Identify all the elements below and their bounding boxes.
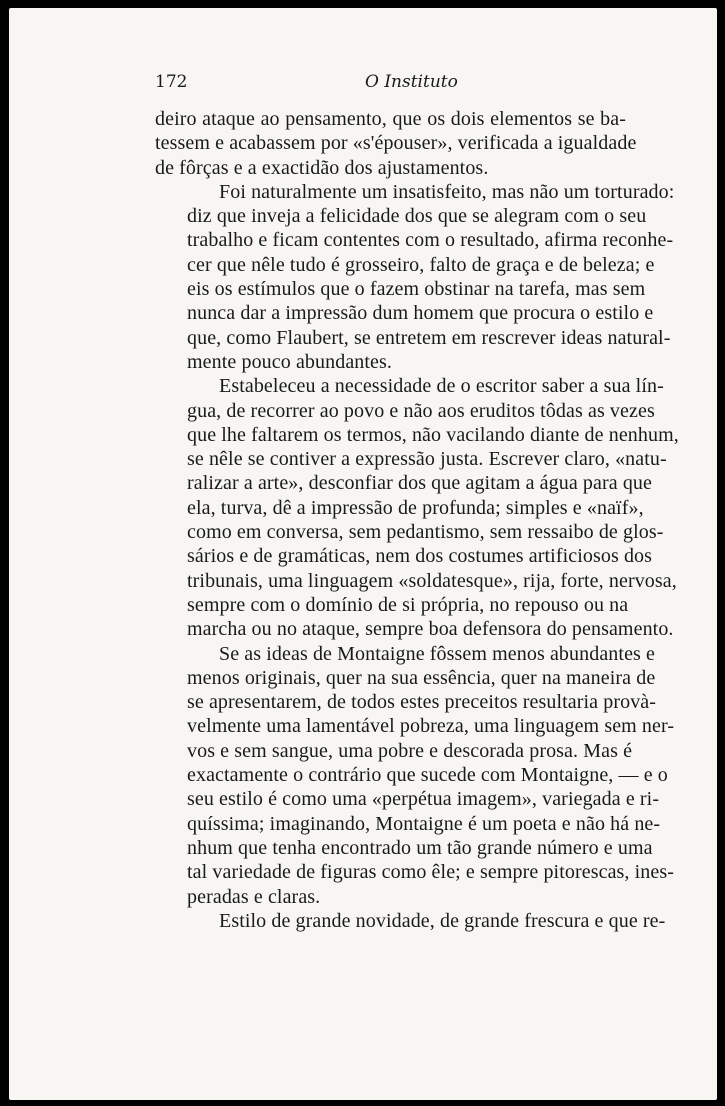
text-line: vos e sem sangue, uma pobre e descorada prosa. Mas é — [187, 739, 633, 762]
text-line: deiro ataque ao pensamento, que os dois elementos se ba- — [155, 108, 626, 130]
text-line: que, como Flaubert, se entretem em rescrever ideas natural- — [187, 326, 671, 349]
text-line: tessem e acabassem por «s'épouser», verificada a igualdade — [155, 132, 637, 155]
text-line: se apresentarem, de todos estes preceitos resultaria provà- — [187, 691, 657, 714]
text-line: Se as ideas de Montaigne fôssem menos abundantes e — [219, 642, 656, 665]
text-line: tal variedade de figuras como êle; e sempre pitorescas, ines- — [187, 861, 675, 884]
text-line: quíssima; imaginando, Montaigne é um poeta e não há ne- — [187, 812, 661, 835]
text-line: marcha ou no ataque, sempre boa defensora do pensamento. — [187, 618, 674, 641]
text-line: peradas e claras. — [187, 885, 321, 908]
paragraph — [155, 180, 675, 374]
body-text — [155, 107, 679, 933]
text-line: que lhe faltarem os termos, não vacilando diante de nenhum, — [187, 423, 679, 446]
text-line: eis os estímulos que o fazem obstinar na tarefa, mas sem — [187, 278, 646, 301]
text-line: mente pouco abundantes. — [187, 350, 393, 373]
text-line: sempre com o domínio de si própria, no repouso ou na — [187, 593, 629, 616]
page-header — [155, 72, 635, 96]
text-line: ralizar a arte», desconfiar dos que agitam a água para que — [187, 472, 653, 495]
text-line: ela, turva, dê a impressão de profunda; simples e «naïf», — [187, 496, 644, 519]
text-line: gua, de recorrer ao povo e não aos eruditos tôdas as vezes — [187, 399, 655, 422]
paragraph — [155, 374, 679, 641]
text-line: velmente uma lamentável pobreza, uma linguagem sem ner- — [187, 715, 675, 738]
text-line: Estabeleceu a necessidade de o escritor saber a sua lín- — [219, 375, 664, 398]
text-line: como em conversa, sem pedantismo, sem ressaibo de glos- — [187, 521, 664, 544]
text-line: se nêle se contiver a expressão justa. Escrever claro, «natu- — [187, 448, 667, 471]
text-line: trabalho e ficam contentes com o resultado, afirma reconhe- — [187, 229, 674, 252]
text-line: Estilo de grande novidade, de grande frescura e que re- — [219, 909, 666, 932]
text-line: de fôrças e a exactidão dos ajustamentos. — [155, 156, 489, 179]
text-line: nunca dar a impressão dum homem que procura o estilo e — [187, 302, 654, 325]
text-line: Foi naturalmente um insatisfeito, mas não um torturado: — [219, 180, 675, 203]
page-number: 172 — [155, 72, 188, 92]
text-line: cer que nêle tudo é grosseiro, falto de graça e de beleza; e — [187, 253, 655, 276]
text-line: exactamente o contrário que sucede com Montaigne, — e o — [187, 764, 668, 787]
text-line: menos originais, quer na sua essência, quer na maneira de — [187, 666, 656, 689]
text-line: diz que inveja a felicidade dos que se alegram com o seu — [187, 205, 647, 228]
running-title: O Instituto — [365, 72, 458, 92]
paragraph — [155, 107, 637, 180]
text-line: tribunais, uma linguagem «soldatesque», rija, forte, nervosa, — [187, 569, 677, 592]
paragraph — [155, 909, 666, 933]
text-line: seu estilo é como uma «perpétua imagem», variegada e ri- — [187, 788, 660, 811]
text-line: nhum que tenha encontrado um tão grande número e uma — [187, 836, 653, 859]
text-line: sários e de gramáticas, nem dos costumes artificiosos dos — [187, 545, 653, 568]
paragraph — [155, 642, 675, 909]
